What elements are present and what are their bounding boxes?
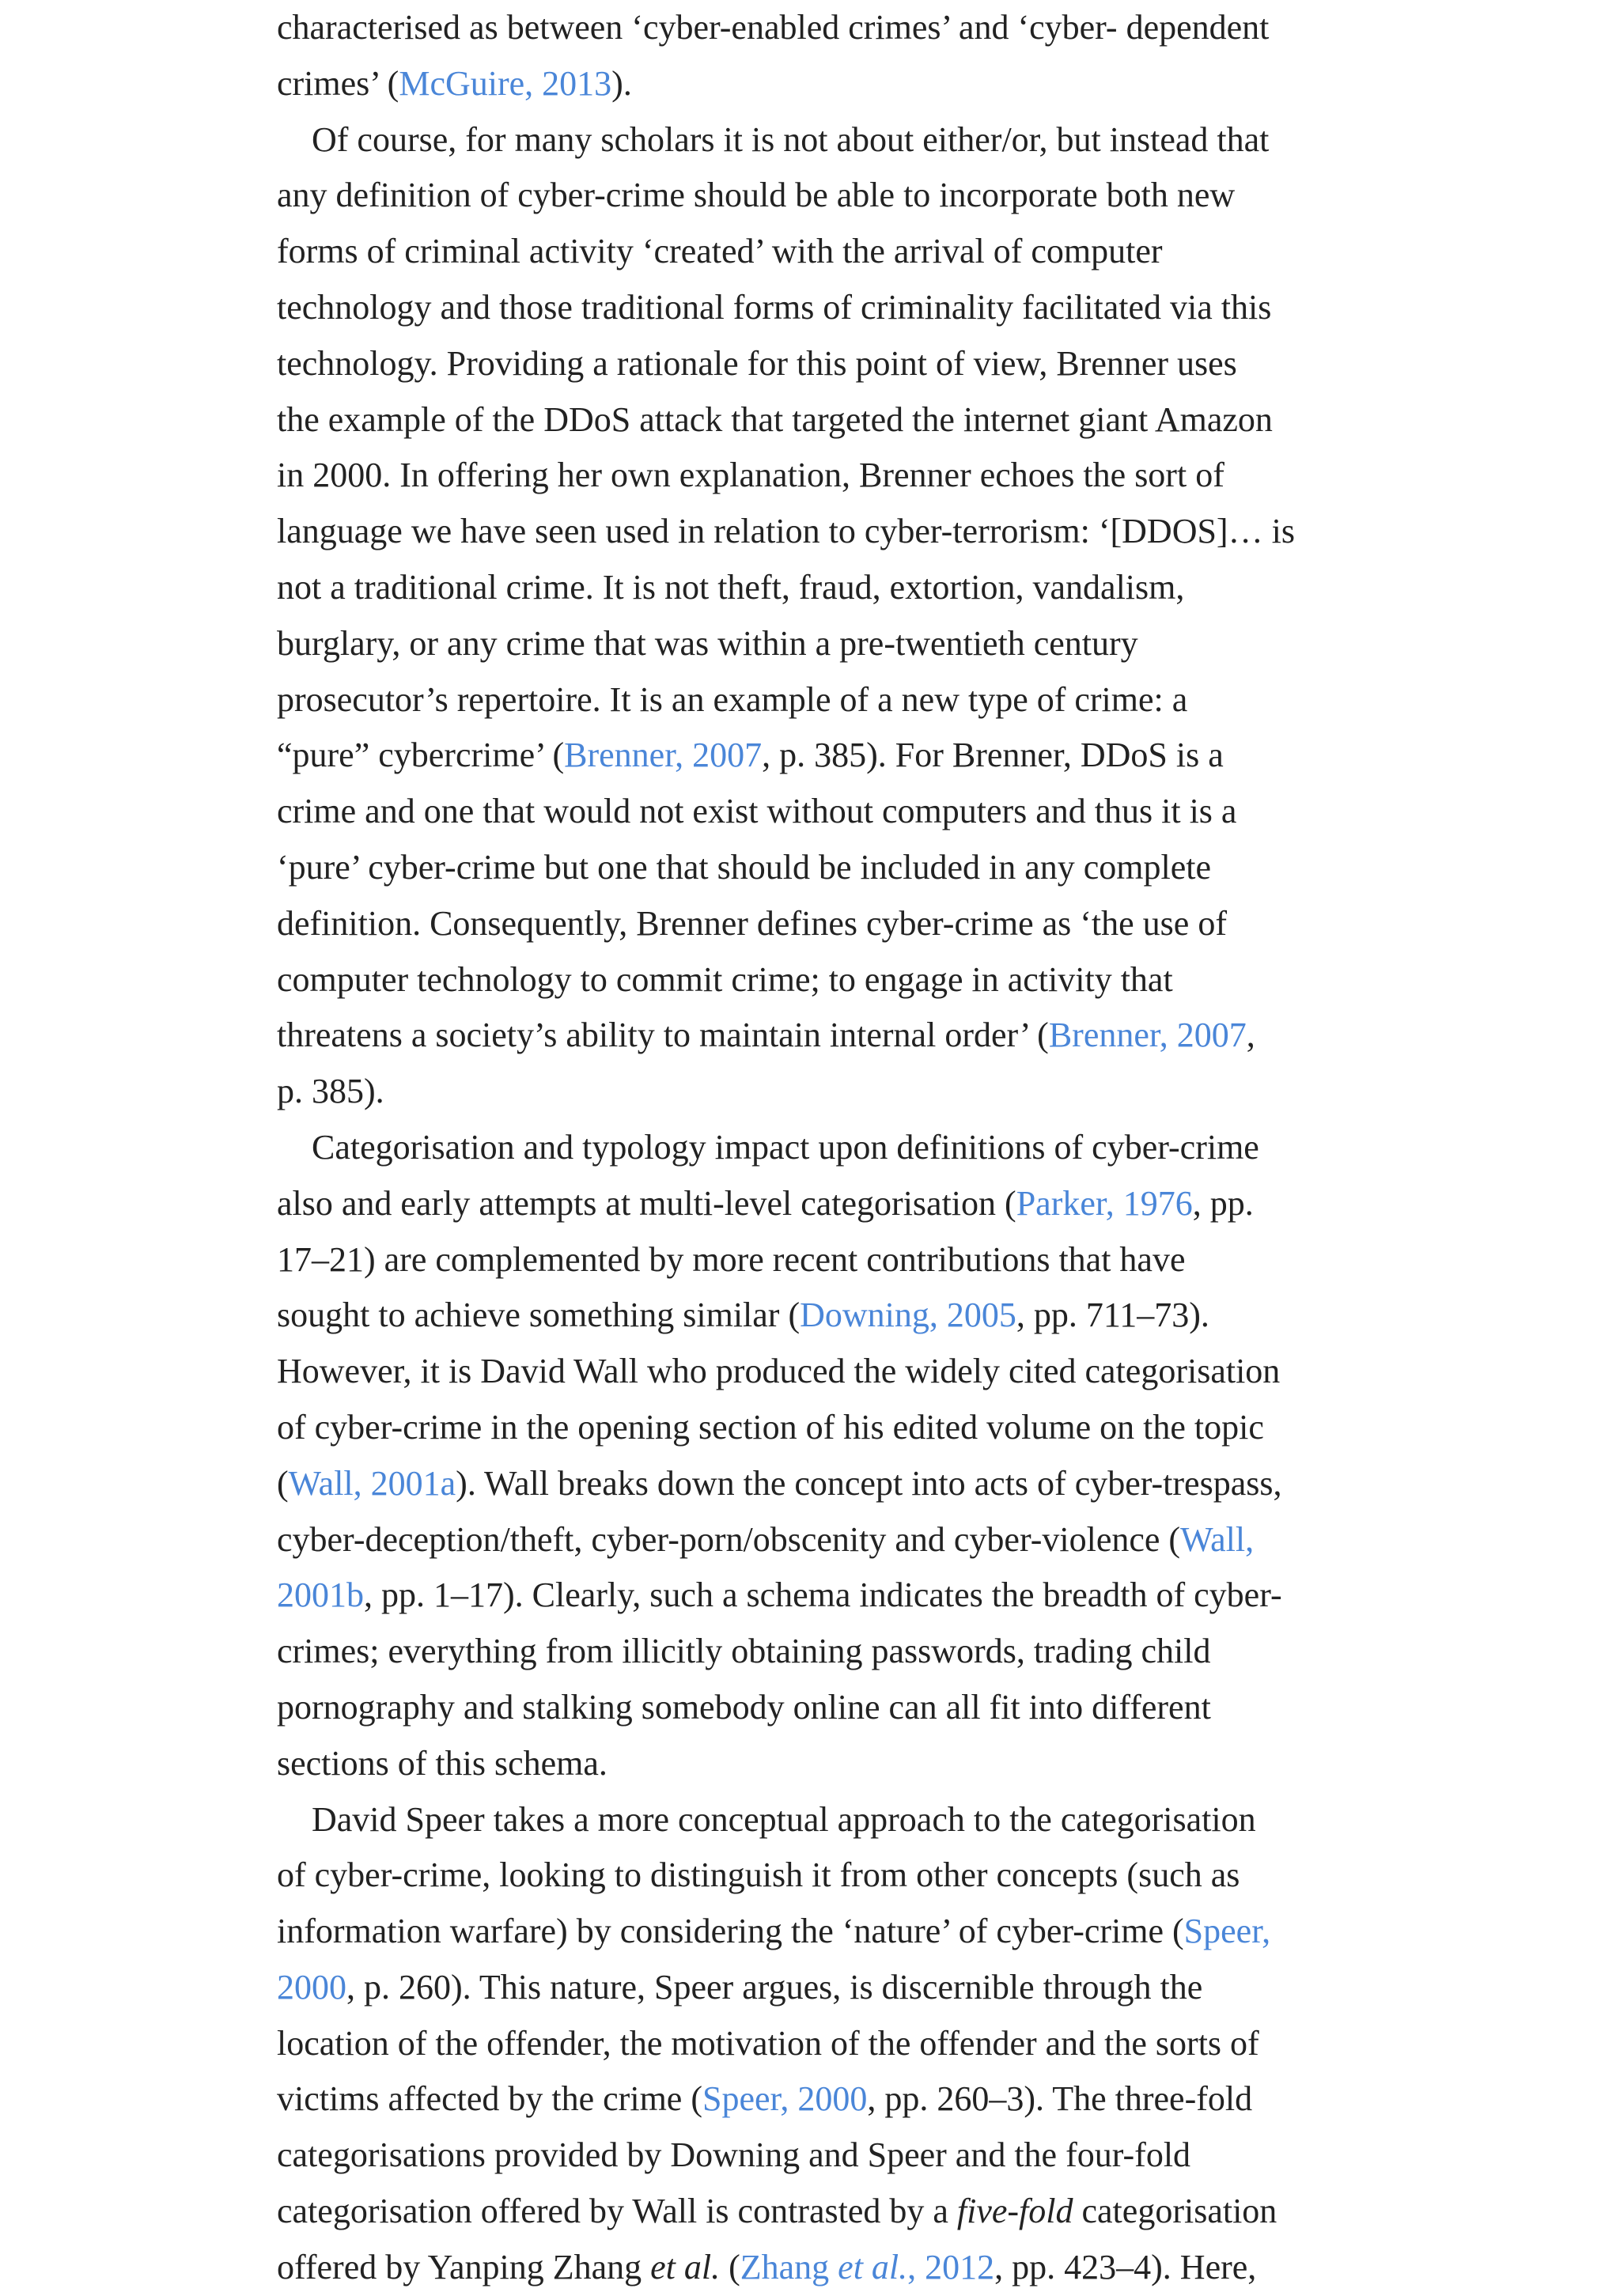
text-run: , pp. <box>1192 1183 1254 1223</box>
paragraph <box>277 1120 1400 1792</box>
text-line: prosecutor’s repertoire. It is an example of a new type of crime: a <box>277 679 1188 719</box>
citation-year: , 2012 <box>907 2247 995 2287</box>
text-run: , pp. 711–73). <box>1016 1296 1209 1335</box>
text-line: characterised as between ‘cyber-enabled crimes’ and ‘cyber- dependent <box>277 8 1270 47</box>
text-line: pornography and stalking somebody online can all fit into different <box>277 1687 1211 1727</box>
paragraph <box>277 1792 1400 2296</box>
text-run: victims affected by the crime ( <box>277 2079 702 2119</box>
citation-link-zhang-2012[interactable] <box>740 2248 994 2287</box>
text-line <box>277 1904 1400 1960</box>
text-line: crimes; everything from illicitly obtaining passwords, trading child <box>277 1632 1211 1671</box>
text-line <box>277 2071 1400 2128</box>
citation-emphasis: et al. <box>838 2247 908 2287</box>
text-run: , p. 385). For Brenner, DDoS is a <box>762 736 1224 775</box>
text-run: categorisation <box>1073 2192 1277 2231</box>
citation-author: Zhang <box>740 2247 838 2287</box>
text-run: offered by Yanping Zhang <box>277 2247 651 2287</box>
text-run: information warfare) by considering the ‘nature’ of cyber-crime ( <box>277 1912 1184 1951</box>
citation-link-parker-1976[interactable]: Parker, 1976 <box>1016 1183 1193 1223</box>
text-line <box>277 2240 1400 2296</box>
paragraph <box>277 112 1400 1120</box>
text-run: ). Wall breaks down the concept into acts of cyber-trespass, <box>456 1463 1282 1503</box>
text-line <box>277 728 1400 784</box>
citation-link-mcguire-2013[interactable]: McGuire, 2013 <box>399 63 612 103</box>
text-line: crime and one that would not exist without computers and thus it is a <box>277 792 1237 831</box>
text-run: also and early attempts at multi-level categorisation ( <box>277 1183 1016 1223</box>
text-run: sought to achieve something similar ( <box>277 1296 801 1335</box>
citation-link-speer-2000[interactable]: Speer, <box>1183 1912 1271 1951</box>
text-run: threatens a society’s ability to maintain internal order’ ( <box>277 1016 1049 1055</box>
text-line: sections of this schema. <box>277 1743 608 1783</box>
text-line: the example of the DDoS attack that targeted the internet giant Amazon <box>277 399 1273 439</box>
text-run: , pp. 260–3). The three-fold <box>867 2079 1253 2119</box>
text-line: burglary, or any crime that was within a pre-twentieth century <box>277 623 1138 663</box>
text-line: categorisations provided by Downing and Speer and the four-fold <box>277 2135 1191 2175</box>
text-line: ‘pure’ cyber-crime but one that should be included in any complete <box>277 847 1211 887</box>
text-line: technology. Providing a rationale for this point of view, Brenner uses <box>277 343 1237 383</box>
text-line <box>277 1176 1400 1232</box>
text-line <box>277 1568 1400 1624</box>
emphasis: et al. <box>650 2247 721 2287</box>
text-line: David Speer takes a more conceptual approach to the categorisation <box>312 1799 1256 1839</box>
text-run: cyber-deception/theft, cyber-porn/obscenity and cyber-violence ( <box>277 1519 1181 1559</box>
text-line: language we have seen used in relation to cyber-terrorism: ‘[DDOS]… is <box>277 512 1295 551</box>
text-line: location of the offender, the motivation of the offender and the sorts of <box>277 2023 1259 2063</box>
text-line: forms of criminal activity ‘created’ with the arrival of computer <box>277 232 1163 271</box>
text-run: , pp. 1–17). Clearly, such a schema indicates the breadth of cyber- <box>364 1575 1282 1615</box>
citation-link-brenner-2007[interactable]: Brenner, 2007 <box>564 736 763 775</box>
text-line: p. 385). <box>277 1072 384 1111</box>
text-run: categorisation offered by Wall is contrasted by a <box>277 2192 957 2231</box>
text-line: in 2000. In offering her own explanation, Brenner echoes the sort of <box>277 456 1224 495</box>
text-run: “pure” cybercrime’ ( <box>277 736 565 775</box>
text-line: However, it is David Wall who produced the widely cited categorisation <box>277 1352 1281 1391</box>
text-run: , p. 260). This nature, Speer argues, is discernible through the <box>346 1967 1203 2007</box>
citation-link-speer-2000[interactable]: Speer, 2000 <box>702 2079 868 2119</box>
text-line: of cyber-crime in the opening section of his edited volume on the topic <box>277 1407 1264 1447</box>
text-run: ( <box>277 1463 289 1503</box>
text-run: crimes’ ( <box>277 63 399 103</box>
text-line: any definition of cyber-crime should be able to incorporate both new <box>277 176 1236 215</box>
text-run: ( <box>720 2247 740 2287</box>
text-run: , <box>1246 1016 1255 1055</box>
citation-link-wall-2001b[interactable]: Wall, <box>1180 1519 1255 1559</box>
paragraph <box>277 0 1400 112</box>
citation-link-speer-2000[interactable]: 2000 <box>277 1967 346 2007</box>
text-line: not a traditional crime. It is not theft, fraud, extortion, vandalism, <box>277 567 1185 607</box>
text-line <box>277 1008 1400 1064</box>
text-line <box>277 1512 1400 1568</box>
text-run: , pp. 423–4). Here, <box>994 2247 1257 2287</box>
text-line: definition. Consequently, Brenner defines cyber-crime as ‘the use of <box>277 903 1227 943</box>
text-line <box>277 1960 1400 2016</box>
citation-link-downing-2005[interactable]: Downing, 2005 <box>800 1296 1016 1335</box>
text-line: Categorisation and typology impact upon definitions of cyber-crime <box>312 1127 1259 1167</box>
citation-link-wall-2001a[interactable]: Wall, 2001a <box>288 1463 456 1503</box>
text-line: technology and those traditional forms of criminality facilitated via this <box>277 287 1272 327</box>
article-body <box>277 0 1400 2296</box>
text-line <box>277 1288 1400 1344</box>
text-line: Of course, for many scholars it is not about either/or, but instead that <box>312 119 1270 159</box>
text-line <box>277 1456 1400 1512</box>
text-run: ). <box>611 63 632 103</box>
text-line: computer technology to commit crime; to engage in activity that <box>277 959 1173 999</box>
citation-link-wall-2001b[interactable]: 2001b <box>277 1575 364 1615</box>
emphasis: five-fold <box>956 2192 1073 2231</box>
text-line: of cyber-crime, looking to distinguish it from other concepts (such as <box>277 1855 1240 1895</box>
text-line <box>277 56 1400 112</box>
citation-link-brenner-2007[interactable]: Brenner, 2007 <box>1048 1016 1247 1055</box>
text-line: 17–21) are complemented by more recent contributions that have <box>277 1239 1186 1279</box>
text-line <box>277 2184 1400 2240</box>
